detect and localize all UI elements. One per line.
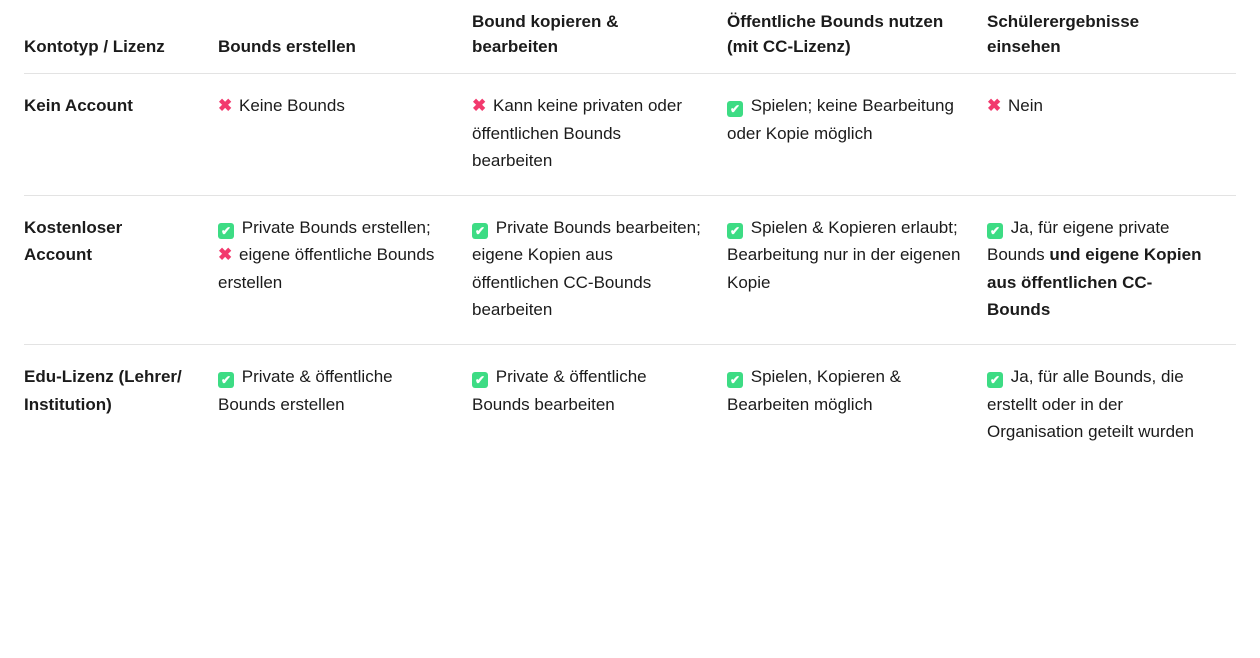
cell-content — [727, 363, 961, 418]
table-cell — [727, 195, 987, 344]
cross-icon: ✖ — [987, 96, 1002, 116]
column-header-schuelerergebnisse: Schülerergebnisse einsehen — [987, 10, 1236, 74]
check-icon: ✔ — [218, 372, 234, 388]
cross-icon: ✖ — [218, 96, 233, 116]
table-row — [24, 195, 1236, 344]
column-header-bounds-erstellen: Bounds erstellen — [218, 10, 472, 74]
table-cell — [218, 74, 472, 196]
table-cell — [472, 345, 727, 466]
table-cell — [727, 74, 987, 196]
table-cell — [218, 345, 472, 466]
table-body — [24, 74, 1236, 466]
row-header-label: Kostenloser Account — [24, 195, 218, 344]
check-icon: ✔ — [727, 223, 743, 239]
cell-content — [727, 214, 961, 297]
cell-content — [472, 363, 701, 418]
table-cell — [987, 74, 1236, 196]
cell-text: Private Bounds erstellen; — [241, 217, 431, 237]
table-row — [24, 74, 1236, 196]
table-header — [24, 10, 1236, 74]
row-header-label: Kein Account — [24, 74, 218, 196]
table-cell — [472, 74, 727, 196]
table-cell — [987, 195, 1236, 344]
table-cell — [218, 195, 472, 344]
cell-text: Ja, für alle Bounds, die erstellt oder in der Organisation geteilt wurden — [987, 367, 1194, 442]
comparison-table — [24, 10, 1236, 466]
row-header-label: Edu-Lizenz (Lehrer/ Institution) — [24, 367, 182, 414]
cell-content — [472, 92, 701, 175]
cross-icon: ✖ — [218, 245, 233, 265]
cell-content — [987, 214, 1210, 324]
check-icon: ✔ — [727, 101, 743, 117]
cell-text: Private & öffentliche Bounds erstellen — [218, 367, 393, 414]
cell-text: Spielen & Kopieren erlaubt; Bearbeitung nur in der eigenen Kopie — [727, 217, 961, 292]
table-cell — [987, 345, 1236, 466]
check-icon: ✔ — [472, 223, 488, 239]
cell-text: Kann keine privaten oder öffentlichen Bounds bearbeiten — [472, 96, 683, 171]
cross-icon: ✖ — [472, 96, 487, 116]
cell-text: eigene öffentliche Bounds erstellen — [218, 245, 435, 292]
column-header-oeffentliche-bounds: Öffentliche Bounds nutzen (mit CC-Lizenz) — [727, 10, 987, 74]
cell-content — [987, 92, 1210, 120]
table-header-row — [24, 10, 1236, 74]
table-cell — [727, 345, 987, 466]
cell-content — [218, 363, 446, 418]
cell-content — [218, 92, 446, 120]
cell-text: Private Bounds bearbeiten; eigene Kopien aus öffentlichen CC-Bounds bearbeiten — [472, 217, 701, 320]
check-icon: ✔ — [987, 372, 1003, 388]
cell-text: Keine Bounds — [238, 96, 345, 116]
table-cell — [472, 195, 727, 344]
cell-content — [987, 363, 1210, 446]
cell-text: Nein — [1007, 96, 1043, 116]
column-header-kontotyp: Kontotyp / Lizenz — [24, 10, 218, 74]
column-header-bound-kopieren: Bound kopieren & bearbeiten — [472, 10, 727, 74]
cell-text: Spielen; keine Bearbeitung oder Kopie möglich — [727, 96, 954, 143]
check-icon: ✔ — [218, 223, 234, 239]
table-row — [24, 345, 1236, 466]
cell-content — [218, 214, 446, 297]
check-icon: ✔ — [472, 372, 488, 388]
cell-text: und eigene Kopien aus öffentlichen CC-Bounds — [987, 245, 1202, 320]
cell-text: Spielen, Kopieren & Bearbeiten möglich — [727, 367, 902, 414]
cell-content — [472, 214, 701, 324]
cell-content — [727, 92, 961, 147]
cell-text: Ja, für eigene private Bounds — [987, 217, 1170, 265]
cell-text: Private & öffentliche Bounds bearbeiten — [472, 367, 647, 414]
check-icon: ✔ — [727, 372, 743, 388]
check-icon: ✔ — [987, 223, 1003, 239]
